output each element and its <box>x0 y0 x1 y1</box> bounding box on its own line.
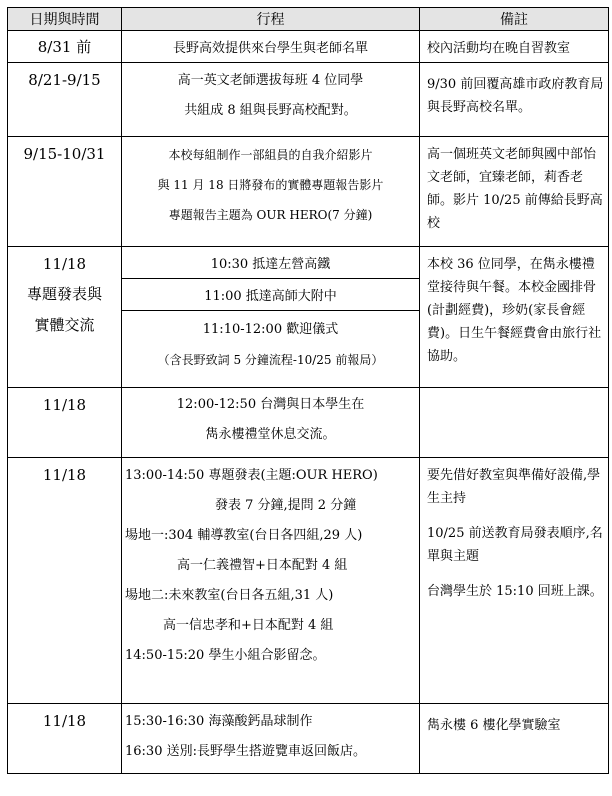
note-paragraph: 台灣學生於 15:10 回班上課。 <box>427 584 603 599</box>
schedule-cell <box>122 704 420 774</box>
date-cell: 9/15-10/31 <box>8 137 122 247</box>
note-paragraph: 10/25 前送教育局發表順序,名單與主題 <box>427 526 603 564</box>
schedule-line: 15:30-16:30 海藻酸鈣晶球制作 <box>125 714 313 729</box>
schedule-cell: 10:30 抵達左營高鐵 <box>122 247 420 279</box>
schedule-line: 與 11 月 18 日將發布的實體專題報告影片 <box>157 178 384 192</box>
schedule-line: 高一信忠孝和+日本配對 4 組 <box>163 618 334 633</box>
table-row <box>8 458 609 704</box>
schedule-cell <box>122 388 420 458</box>
schedule-cell <box>122 458 420 704</box>
schedule-cell <box>122 63 420 137</box>
date-subtitle: 專題發表與 <box>26 285 102 303</box>
schedule-line: 專題報告主題為 OUR HERO(7 分鐘) <box>168 208 373 222</box>
date-cell: 8/31 前 <box>8 31 122 63</box>
date-cell <box>8 247 122 388</box>
header-notes: 備註 <box>420 8 609 31</box>
schedule-line: 場地一:304 輔導教室(台日各四組,29 人) <box>125 528 363 543</box>
date-cell: 11/18 <box>8 704 122 774</box>
date-cell: 8/21-9/15 <box>8 63 122 137</box>
note-paragraph: 要先借好教室與準備好設備,學生主持 <box>427 468 601 506</box>
note-cell: 校內活動均在晚自習教室 <box>420 31 609 63</box>
note-cell <box>420 458 609 704</box>
schedule-line: 本校每組制作一部組員的自我介紹影片 <box>168 148 373 162</box>
note-cell: 高一個班英文老師與國中部怡文老師，宜臻老師，莉香老師。影片 10/25 前傳給長野高校 <box>420 137 609 247</box>
table-row <box>8 247 609 279</box>
table-row <box>8 63 609 137</box>
schedule-line: 高一仁義禮智+日本配對 4 組 <box>177 558 348 573</box>
schedule-line: 13:00-14:50 專題發表(主題:OUR HERO) <box>125 468 378 483</box>
note-cell <box>420 388 609 458</box>
schedule-line: 雋永樓禮堂休息交流。 <box>205 427 336 442</box>
date-subtitle: 實體交流 <box>34 316 95 334</box>
schedule-line: 16:30 送別:長野學生搭遊覽車返回飯店。 <box>125 744 366 759</box>
schedule-cell <box>122 311 420 388</box>
schedule-cell: 11:00 抵達高師大附中 <box>122 279 420 311</box>
schedule-line: 發表 7 分鐘,提問 2 分鐘 <box>215 498 357 513</box>
table-row <box>8 388 609 458</box>
table-row <box>8 31 609 63</box>
schedule-line: 共組成 8 組與長野高校配對。 <box>184 103 357 118</box>
note-cell: 雋永樓 6 樓化學實驗室 <box>420 704 609 774</box>
schedule-line: 11:10-12:00 歡迎儀式 <box>202 322 339 337</box>
header-row <box>8 8 609 31</box>
note-cell: 9/30 前回覆高雄市政府教育局與長野高校名單。 <box>420 63 609 137</box>
schedule-line: （含長野致詞 5 分鐘流程-10/25 前報局） <box>157 353 384 367</box>
date-cell: 11/18 <box>8 458 122 704</box>
table-row <box>8 137 609 247</box>
schedule-line: 14:50-15:20 學生小組合影留念。 <box>125 648 326 663</box>
schedule-table <box>7 7 609 774</box>
date-value: 11/18 <box>42 255 87 273</box>
schedule-cell: 長野高效提供來台學生與老師名單 <box>122 31 420 63</box>
schedule-line: 場地二:未來教室(台日各五組,31 人) <box>125 588 334 603</box>
schedule-line: 12:00-12:50 台灣與日本學生在 <box>176 397 365 412</box>
schedule-cell <box>122 137 420 247</box>
schedule-line: 高一英文老師選拔每班 4 位同學 <box>177 73 364 88</box>
header-schedule: 行程 <box>122 8 420 31</box>
header-date: 日期與時間 <box>8 8 122 31</box>
note-cell: 本校 36 位同學，在雋永樓禮堂接待與午餐。本校金國排骨(計劃經費)，珍奶(家長會經費)。日生午餐經費會由旅行社協助。 <box>420 247 609 388</box>
table-row <box>8 704 609 774</box>
date-cell: 11/18 <box>8 388 122 458</box>
